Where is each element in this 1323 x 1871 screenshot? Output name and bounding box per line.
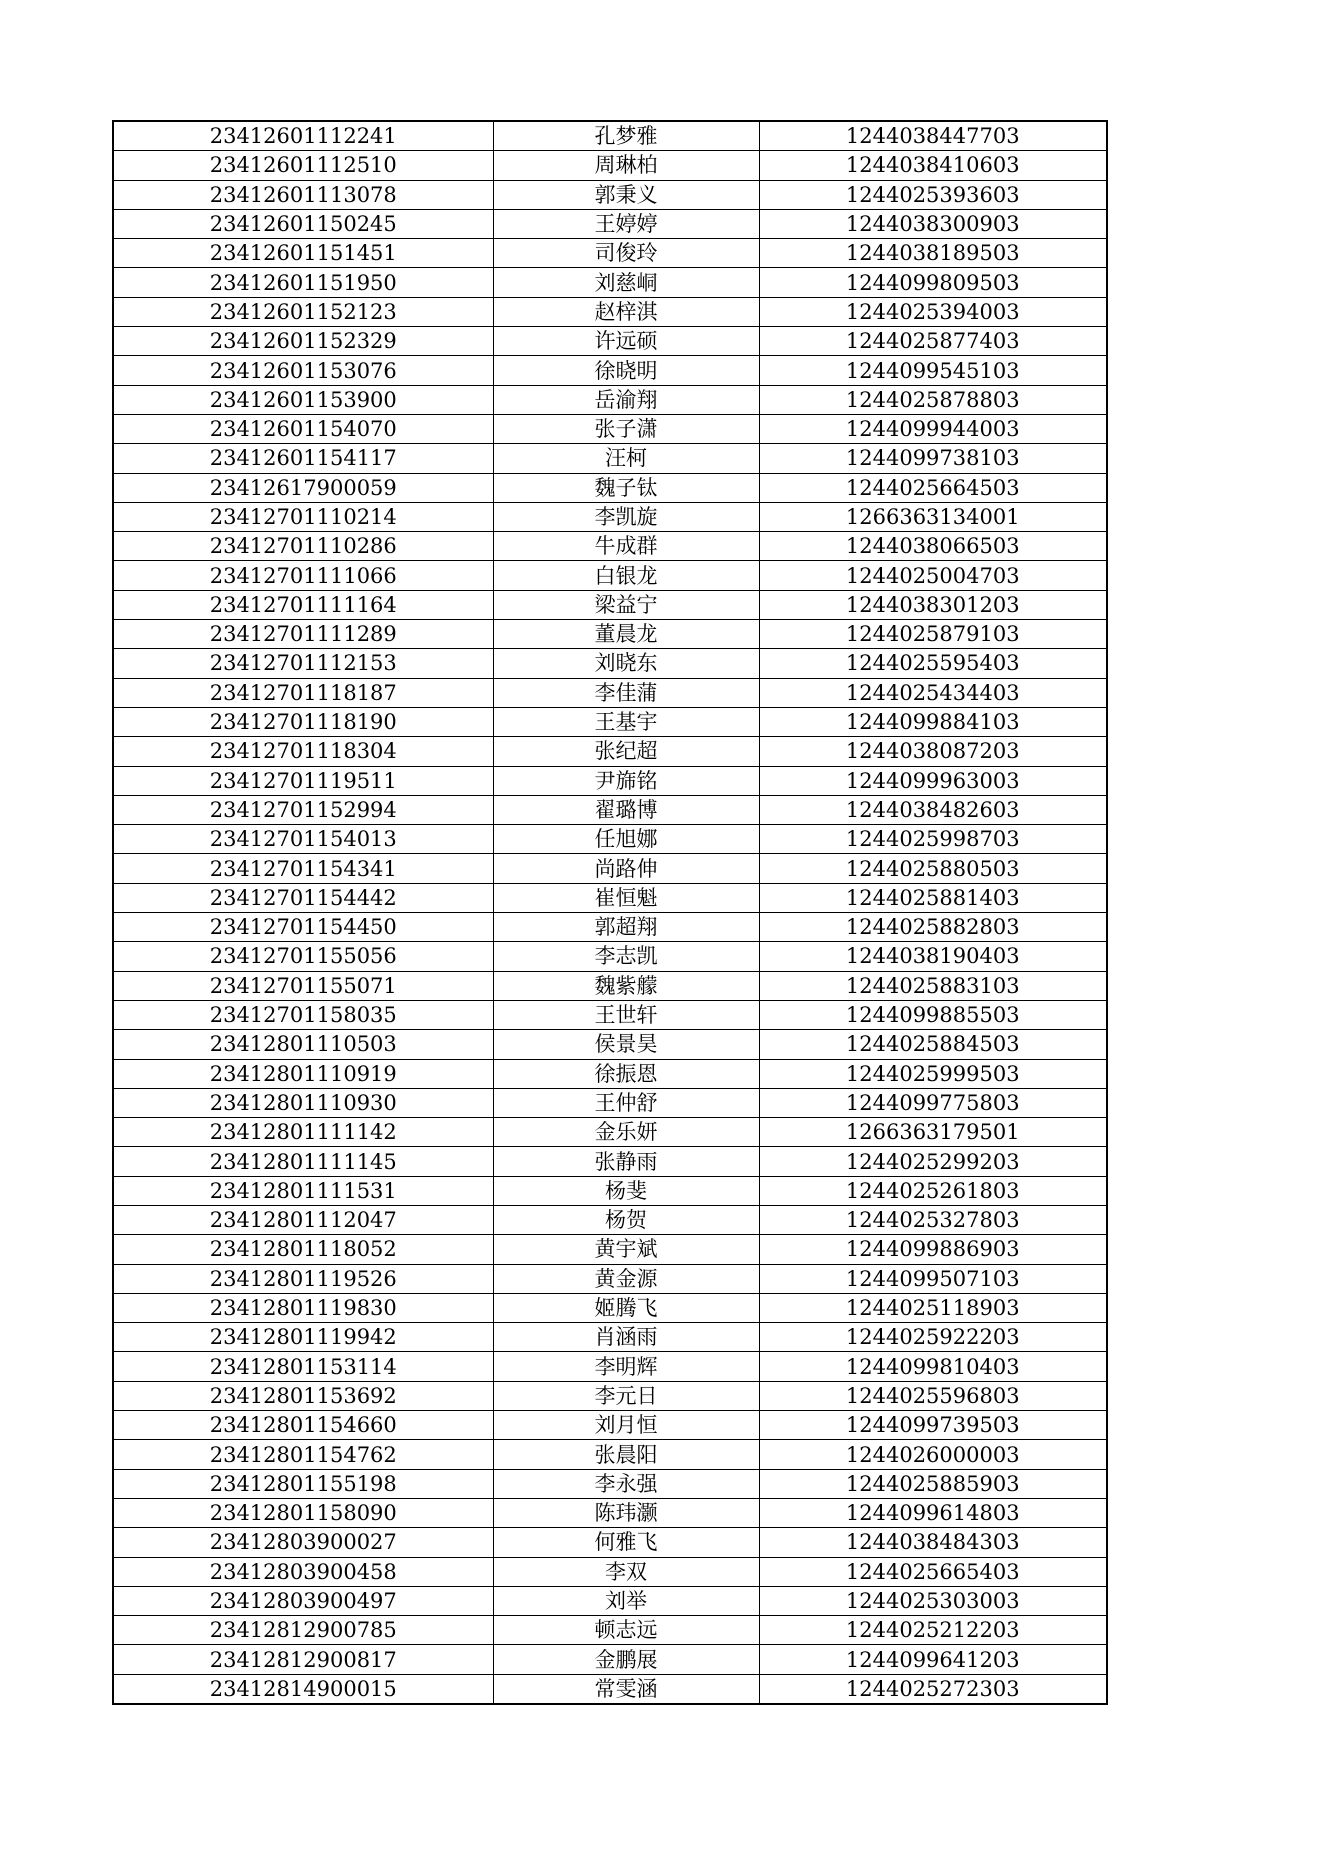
exam-number-cell: 23412601154117 (113, 444, 493, 473)
table-row (113, 707, 1107, 736)
record-number-cell: 1266363179501 (759, 1118, 1107, 1147)
exam-number-cell: 23412801111145 (113, 1147, 493, 1176)
student-name-cell: 王世轩 (493, 1000, 759, 1029)
record-number-cell: 1244038447703 (759, 121, 1107, 151)
table-row (113, 1498, 1107, 1527)
record-number-cell: 1244025922203 (759, 1323, 1107, 1352)
record-number-cell: 1244038410603 (759, 151, 1107, 180)
student-name-cell: 梁益宁 (493, 590, 759, 619)
record-number-cell: 1244025999503 (759, 1059, 1107, 1088)
exam-number-cell: 23412701112153 (113, 649, 493, 678)
exam-number-cell: 23412801155198 (113, 1469, 493, 1498)
record-number-cell: 1244099775803 (759, 1088, 1107, 1117)
record-number-cell: 1244038190403 (759, 942, 1107, 971)
table-row (113, 1264, 1107, 1293)
table-row (113, 1645, 1107, 1674)
student-name-cell: 翟璐博 (493, 795, 759, 824)
student-name-cell: 陈玮灏 (493, 1498, 759, 1527)
student-name-cell: 汪柯 (493, 444, 759, 473)
student-name-cell: 金乐妍 (493, 1118, 759, 1147)
student-name-cell: 魏紫艨 (493, 971, 759, 1000)
table-row (113, 678, 1107, 707)
record-number-cell: 1244025878803 (759, 385, 1107, 414)
student-name-cell: 王婷婷 (493, 209, 759, 238)
student-name-cell: 尹旆铭 (493, 766, 759, 795)
table-row (113, 766, 1107, 795)
record-number-cell: 1244038301203 (759, 590, 1107, 619)
record-number-cell: 1244025998703 (759, 825, 1107, 854)
record-number-cell: 1244099884103 (759, 707, 1107, 736)
table-row (113, 297, 1107, 326)
table-row (113, 795, 1107, 824)
table-row (113, 1176, 1107, 1205)
record-number-cell: 1244025883103 (759, 971, 1107, 1000)
record-number-cell: 1244099810403 (759, 1352, 1107, 1381)
record-number-cell: 1244099507103 (759, 1264, 1107, 1293)
exam-number-cell: 23412601112241 (113, 121, 493, 151)
student-name-cell: 刘晓东 (493, 649, 759, 678)
table-row (113, 649, 1107, 678)
table-row (113, 1118, 1107, 1147)
table-row (113, 473, 1107, 502)
student-name-cell: 白银龙 (493, 561, 759, 590)
table-row (113, 268, 1107, 297)
record-number-cell: 1244025595403 (759, 649, 1107, 678)
record-number-cell: 1244025303003 (759, 1586, 1107, 1615)
table-row (113, 121, 1107, 151)
student-name-cell: 何雅飞 (493, 1528, 759, 1557)
student-name-cell: 杨贺 (493, 1205, 759, 1234)
student-name-cell: 刘月恒 (493, 1411, 759, 1440)
student-name-cell: 常雯涵 (493, 1674, 759, 1704)
exam-number-cell: 23412801119830 (113, 1293, 493, 1322)
exam-number-cell: 23412801158090 (113, 1498, 493, 1527)
exam-number-cell: 23412601153900 (113, 385, 493, 414)
student-name-cell: 王基宇 (493, 707, 759, 736)
student-name-cell: 张纪超 (493, 737, 759, 766)
exam-number-cell: 23412701155056 (113, 942, 493, 971)
student-name-cell: 刘慈峒 (493, 268, 759, 297)
student-name-cell: 刘举 (493, 1586, 759, 1615)
exam-number-cell: 23412801110930 (113, 1088, 493, 1117)
exam-number-cell: 23412801111531 (113, 1176, 493, 1205)
table-row (113, 1147, 1107, 1176)
table-row (113, 590, 1107, 619)
exam-number-cell: 23412801110503 (113, 1030, 493, 1059)
exam-number-cell: 23412701118304 (113, 737, 493, 766)
student-name-cell: 司俊玲 (493, 239, 759, 268)
table-row (113, 620, 1107, 649)
student-name-cell: 姬腾飞 (493, 1293, 759, 1322)
table-row (113, 1000, 1107, 1029)
student-name-cell: 顿志远 (493, 1616, 759, 1645)
exam-number-cell: 23412801118052 (113, 1235, 493, 1264)
table-row (113, 151, 1107, 180)
table-row (113, 532, 1107, 561)
student-name-cell: 李永强 (493, 1469, 759, 1498)
student-name-cell: 金鹏展 (493, 1645, 759, 1674)
exam-number-cell: 23412801119526 (113, 1264, 493, 1293)
table-row (113, 1381, 1107, 1410)
exam-number-cell: 23412803900027 (113, 1528, 493, 1557)
table-row (113, 356, 1107, 385)
student-name-cell: 李凯旋 (493, 502, 759, 531)
record-number-cell: 1244025885903 (759, 1469, 1107, 1498)
student-name-cell: 李志凯 (493, 942, 759, 971)
student-name-cell: 岳渝翔 (493, 385, 759, 414)
student-name-cell: 许远硕 (493, 327, 759, 356)
record-number-cell: 1244025881403 (759, 883, 1107, 912)
table-row (113, 942, 1107, 971)
record-number-cell: 1244025272303 (759, 1674, 1107, 1704)
record-number-cell: 1244025879103 (759, 620, 1107, 649)
table-row (113, 1586, 1107, 1615)
exam-number-cell: 23412812900785 (113, 1616, 493, 1645)
table-row (113, 385, 1107, 414)
table-row (113, 1059, 1107, 1088)
table-row (113, 883, 1107, 912)
exam-number-cell: 23412701111164 (113, 590, 493, 619)
exam-number-cell: 23412812900817 (113, 1645, 493, 1674)
record-number-cell: 1244025434403 (759, 678, 1107, 707)
record-number-cell: 1244099545103 (759, 356, 1107, 385)
table-row (113, 180, 1107, 209)
record-number-cell: 1244038482603 (759, 795, 1107, 824)
record-number-cell: 1244025261803 (759, 1176, 1107, 1205)
table-row (113, 1469, 1107, 1498)
student-name-cell: 李佳蒲 (493, 678, 759, 707)
student-name-cell: 董晨龙 (493, 620, 759, 649)
exam-number-cell: 23412601153076 (113, 356, 493, 385)
table-row (113, 209, 1107, 238)
roster-table (112, 120, 1108, 1705)
exam-number-cell: 23412701154013 (113, 825, 493, 854)
table-row (113, 1235, 1107, 1264)
table-row (113, 854, 1107, 883)
table-row (113, 1411, 1107, 1440)
table-row (113, 1528, 1107, 1557)
record-number-cell: 1244099944003 (759, 414, 1107, 443)
student-name-cell: 李明辉 (493, 1352, 759, 1381)
record-number-cell: 1244038189503 (759, 239, 1107, 268)
student-name-cell: 徐晓明 (493, 356, 759, 385)
table-row (113, 414, 1107, 443)
exam-number-cell: 23412803900458 (113, 1557, 493, 1586)
table-row (113, 502, 1107, 531)
exam-number-cell: 23412601151451 (113, 239, 493, 268)
record-number-cell: 1244025664503 (759, 473, 1107, 502)
student-name-cell: 徐振恩 (493, 1059, 759, 1088)
exam-number-cell: 23412801112047 (113, 1205, 493, 1234)
student-name-cell: 郭超翔 (493, 913, 759, 942)
record-number-cell: 1244038087203 (759, 737, 1107, 766)
record-number-cell: 1244025880503 (759, 854, 1107, 883)
student-name-cell: 尚路伸 (493, 854, 759, 883)
exam-number-cell: 23412701111066 (113, 561, 493, 590)
student-name-cell: 魏子钛 (493, 473, 759, 502)
record-number-cell: 1244099738103 (759, 444, 1107, 473)
record-number-cell: 1244025299203 (759, 1147, 1107, 1176)
exam-number-cell: 23412601150245 (113, 209, 493, 238)
student-name-cell: 孔梦雅 (493, 121, 759, 151)
record-number-cell: 1244099963003 (759, 766, 1107, 795)
student-name-cell: 崔恒魁 (493, 883, 759, 912)
table-row (113, 1674, 1107, 1704)
record-number-cell: 1244099739503 (759, 1411, 1107, 1440)
student-name-cell: 王仲舒 (493, 1088, 759, 1117)
exam-number-cell: 23412701155071 (113, 971, 493, 1000)
exam-number-cell: 23412801110919 (113, 1059, 493, 1088)
table-row (113, 1616, 1107, 1645)
table-row (113, 1323, 1107, 1352)
exam-number-cell: 23412701110286 (113, 532, 493, 561)
table-row (113, 1293, 1107, 1322)
student-name-cell: 肖涵雨 (493, 1323, 759, 1352)
table-row (113, 737, 1107, 766)
student-name-cell: 牛成群 (493, 532, 759, 561)
table-row (113, 444, 1107, 473)
record-number-cell: 1244025596803 (759, 1381, 1107, 1410)
table-row (113, 239, 1107, 268)
record-number-cell: 1244025004703 (759, 561, 1107, 590)
student-name-cell: 周琳柏 (493, 151, 759, 180)
record-number-cell: 1244025877403 (759, 327, 1107, 356)
exam-number-cell: 23412601151950 (113, 268, 493, 297)
student-name-cell: 黄宇斌 (493, 1235, 759, 1264)
exam-number-cell: 23412701154450 (113, 913, 493, 942)
roster-table-body (113, 121, 1107, 1704)
table-row (113, 1088, 1107, 1117)
table-row (113, 327, 1107, 356)
exam-number-cell: 23412701110214 (113, 502, 493, 531)
student-name-cell: 侯景昊 (493, 1030, 759, 1059)
exam-number-cell: 23412801111142 (113, 1118, 493, 1147)
exam-number-cell: 23412803900497 (113, 1586, 493, 1615)
record-number-cell: 1244025393603 (759, 180, 1107, 209)
exam-number-cell: 23412601152123 (113, 297, 493, 326)
record-number-cell: 1244038300903 (759, 209, 1107, 238)
student-name-cell: 赵梓淇 (493, 297, 759, 326)
exam-number-cell: 23412701154442 (113, 883, 493, 912)
exam-number-cell: 23412814900015 (113, 1674, 493, 1704)
record-number-cell: 1244026000003 (759, 1440, 1107, 1469)
record-number-cell: 1244099641203 (759, 1645, 1107, 1674)
student-name-cell: 张静雨 (493, 1147, 759, 1176)
record-number-cell: 1244099614803 (759, 1498, 1107, 1527)
exam-number-cell: 23412801153114 (113, 1352, 493, 1381)
table-row (113, 1205, 1107, 1234)
record-number-cell: 1244025882803 (759, 913, 1107, 942)
exam-number-cell: 23412701118190 (113, 707, 493, 736)
table-row (113, 971, 1107, 1000)
record-number-cell: 1244025118903 (759, 1293, 1107, 1322)
student-name-cell: 李元日 (493, 1381, 759, 1410)
record-number-cell: 1266363134001 (759, 502, 1107, 531)
exam-number-cell: 23412701154341 (113, 854, 493, 883)
exam-number-cell: 23412701118187 (113, 678, 493, 707)
exam-number-cell: 23412601113078 (113, 180, 493, 209)
exam-number-cell: 23412801154660 (113, 1411, 493, 1440)
record-number-cell: 1244025212203 (759, 1616, 1107, 1645)
table-row (113, 561, 1107, 590)
exam-number-cell: 23412701158035 (113, 1000, 493, 1029)
record-number-cell: 1244099885503 (759, 1000, 1107, 1029)
exam-number-cell: 23412801154762 (113, 1440, 493, 1469)
exam-number-cell: 23412801153692 (113, 1381, 493, 1410)
record-number-cell: 1244025884503 (759, 1030, 1107, 1059)
student-name-cell: 杨斐 (493, 1176, 759, 1205)
record-number-cell: 1244025327803 (759, 1205, 1107, 1234)
table-row (113, 1352, 1107, 1381)
exam-number-cell: 23412617900059 (113, 473, 493, 502)
exam-number-cell: 23412701152994 (113, 795, 493, 824)
student-name-cell: 任旭娜 (493, 825, 759, 854)
exam-number-cell: 23412801119942 (113, 1323, 493, 1352)
exam-number-cell: 23412701111289 (113, 620, 493, 649)
record-number-cell: 1244099886903 (759, 1235, 1107, 1264)
exam-number-cell: 23412601154070 (113, 414, 493, 443)
exam-number-cell: 23412701119511 (113, 766, 493, 795)
table-row (113, 1030, 1107, 1059)
student-name-cell: 张晨阳 (493, 1440, 759, 1469)
record-number-cell: 1244038484303 (759, 1528, 1107, 1557)
record-number-cell: 1244038066503 (759, 532, 1107, 561)
student-name-cell: 郭秉义 (493, 180, 759, 209)
record-number-cell: 1244025665403 (759, 1557, 1107, 1586)
table-row (113, 913, 1107, 942)
table-row (113, 1557, 1107, 1586)
record-number-cell: 1244025394003 (759, 297, 1107, 326)
table-row (113, 825, 1107, 854)
exam-number-cell: 23412601112510 (113, 151, 493, 180)
record-number-cell: 1244099809503 (759, 268, 1107, 297)
student-name-cell: 李双 (493, 1557, 759, 1586)
student-name-cell: 黄金源 (493, 1264, 759, 1293)
exam-number-cell: 23412601152329 (113, 327, 493, 356)
student-name-cell: 张子潇 (493, 414, 759, 443)
table-row (113, 1440, 1107, 1469)
